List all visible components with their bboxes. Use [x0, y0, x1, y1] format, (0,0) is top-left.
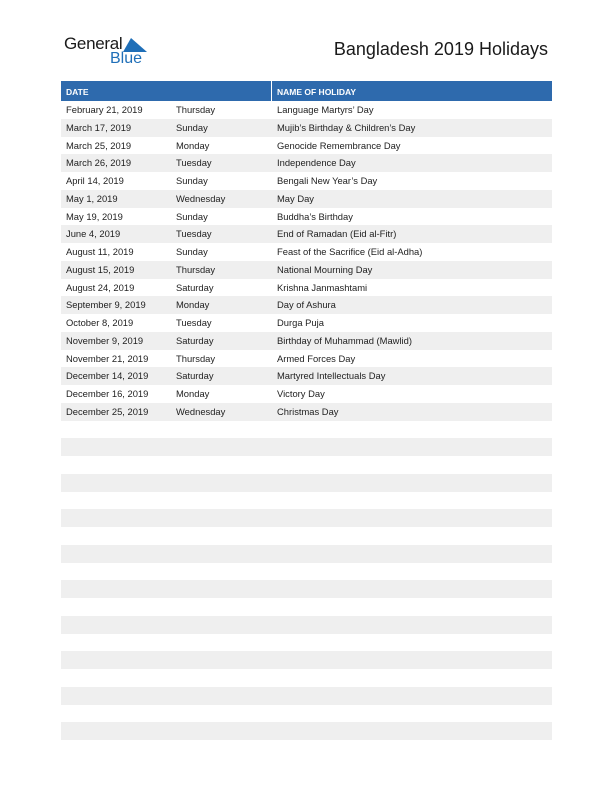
table-row: [61, 634, 552, 652]
cell-date: March 25, 2019: [66, 139, 132, 151]
cell-holiday-name: End of Ramadan (Eid al-Fitr): [277, 228, 397, 240]
holidays-table: [61, 81, 552, 740]
table-row: [61, 332, 552, 350]
table-row: [61, 350, 552, 368]
table-row: [61, 438, 552, 456]
cell-weekday: Sunday: [176, 210, 208, 222]
table-row: [61, 101, 552, 119]
cell-weekday: Monday: [176, 388, 210, 399]
cell-holiday-name: Martyred Intellectuals Day: [277, 370, 386, 382]
table-row: [61, 403, 552, 421]
cell-holiday-name: Christmas Day: [277, 405, 339, 417]
cell-date: December 16, 2019: [66, 388, 149, 399]
cell-date: May 1, 2019: [66, 192, 118, 204]
cell-holiday-name: Independence Day: [277, 157, 356, 169]
cell-holiday-name: Victory Day: [277, 388, 325, 399]
table-row: [61, 474, 552, 492]
cell-holiday-name: Durga Puja: [277, 317, 324, 328]
cell-date: February 21, 2019: [66, 104, 143, 115]
cell-weekday: Monday: [176, 299, 210, 311]
cell-date: June 4, 2019: [66, 228, 121, 240]
cell-weekday: Thursday: [176, 104, 216, 115]
cell-holiday-name: Mujib’s Birthday & Children’s Day: [277, 121, 416, 133]
cell-holiday-name: Buddha’s Birthday: [277, 210, 353, 222]
table-row: [61, 651, 552, 669]
cell-holiday-name: May Day: [277, 192, 314, 204]
cell-weekday: Sunday: [176, 121, 208, 133]
cell-date: December 25, 2019: [66, 405, 149, 417]
table-row: [61, 563, 552, 581]
cell-holiday-name: Armed Forces Day: [277, 352, 356, 364]
cell-weekday: Thursday: [176, 352, 216, 364]
table-row: [61, 119, 552, 137]
table-row: [61, 279, 552, 297]
logo-text-general: General: [64, 34, 123, 53]
table-row: [61, 208, 552, 226]
cell-date: March 26, 2019: [66, 157, 132, 169]
table-row: [61, 492, 552, 510]
table-row: [61, 527, 552, 545]
cell-weekday: Tuesday: [176, 317, 212, 328]
cell-weekday: Tuesday: [176, 228, 212, 240]
table-row: [61, 669, 552, 687]
cell-weekday: Wednesday: [176, 405, 226, 417]
cell-weekday: Wednesday: [176, 192, 226, 204]
cell-date: August 11, 2019: [66, 246, 134, 257]
cell-date: August 24, 2019: [66, 281, 135, 293]
cell-weekday: Saturday: [176, 370, 214, 382]
cell-weekday: Saturday: [176, 281, 214, 293]
cell-weekday: Sunday: [176, 246, 208, 257]
table-row: [61, 367, 552, 385]
table-row: [61, 137, 552, 155]
table-row: [61, 705, 552, 723]
cell-holiday-name: Language Martyrs’ Day: [277, 104, 374, 115]
cell-holiday-name: Krishna Janmashtami: [277, 281, 368, 293]
table-row: [61, 154, 552, 172]
cell-holiday-name: Feast of the Sacrifice (Eid al-Adha): [277, 246, 423, 257]
cell-holiday-name: Bengali New Year’s Day: [277, 175, 378, 186]
table-row: [61, 509, 552, 527]
cell-holiday-name: Day of Ashura: [277, 299, 336, 311]
cell-weekday: Sunday: [176, 175, 208, 186]
table-row: [61, 261, 552, 279]
table-header: [61, 81, 552, 101]
cell-date: April 14, 2019: [66, 175, 124, 186]
cell-date: October 8, 2019: [66, 317, 134, 328]
header-holiday-name: NAME OF HOLIDAY: [277, 87, 357, 97]
cell-date: December 14, 2019: [66, 370, 149, 382]
logo: [64, 34, 154, 70]
cell-date: May 19, 2019: [66, 210, 123, 222]
cell-date: September 9, 2019: [66, 299, 146, 311]
cell-holiday-name: National Mourning Day: [277, 263, 373, 275]
table-row: [61, 580, 552, 598]
header-divider: [271, 81, 272, 101]
cell-weekday: Thursday: [176, 263, 216, 275]
cell-weekday: Tuesday: [176, 157, 212, 169]
header-date: DATE: [66, 87, 89, 97]
table-row: [61, 616, 552, 634]
cell-holiday-name: Genocide Remembrance Day: [277, 139, 401, 151]
table-row: [61, 545, 552, 563]
cell-weekday: Monday: [176, 139, 210, 151]
table-row: [61, 722, 552, 740]
cell-date: November 21, 2019: [66, 352, 149, 364]
table-body: [61, 101, 552, 740]
logo-text-blue: Blue: [110, 50, 143, 67]
cell-date: March 17, 2019: [66, 121, 132, 133]
cell-date: August 15, 2019: [66, 263, 135, 275]
table-row: [61, 296, 552, 314]
cell-holiday-name: Birthday of Muhammad (Mawlid): [277, 334, 412, 346]
page-title: Bangladesh 2019 Holidays: [333, 39, 548, 59]
table-row: [61, 225, 552, 243]
table-row: [61, 421, 552, 439]
cell-date: November 9, 2019: [66, 334, 144, 346]
table-row: [61, 598, 552, 616]
table-row: [61, 243, 552, 261]
table-row: [61, 190, 552, 208]
table-row: [61, 314, 552, 332]
table-row: [61, 687, 552, 705]
table-row: [61, 385, 552, 403]
table-row: [61, 456, 552, 474]
cell-weekday: Saturday: [176, 334, 214, 346]
table-row: [61, 172, 552, 190]
